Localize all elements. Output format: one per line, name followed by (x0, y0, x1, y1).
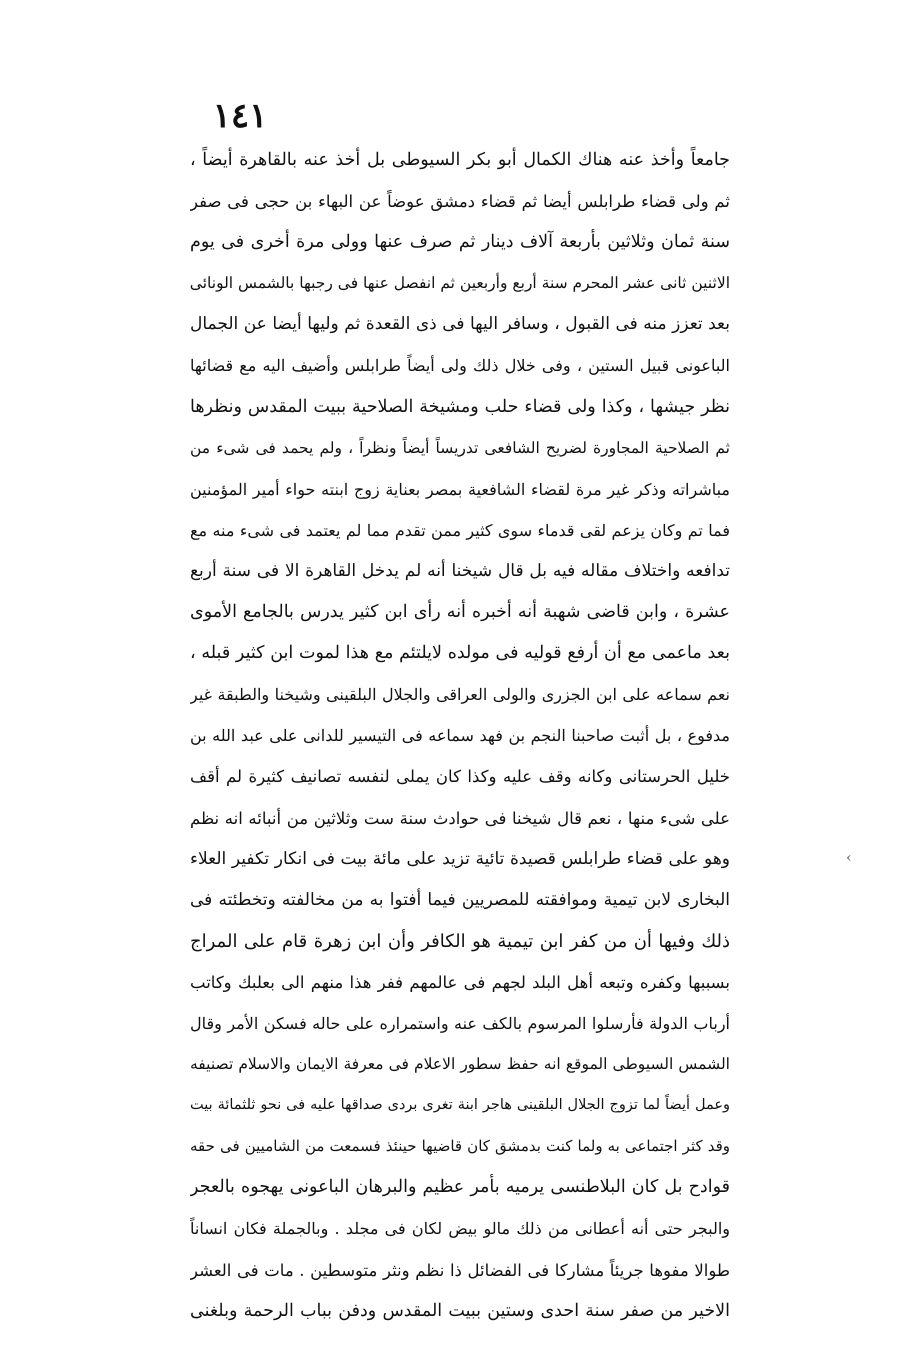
margin-mark: ‹ (846, 850, 852, 866)
text-line: مدفوع ، بل أثبت صاحبنا النجم بن فهد سماعه فى التيسير للدانى على عبد الله بن (190, 726, 730, 746)
text-line: جامعاً وأخذ عنه هناك الكمال أبو بكر السيوطى بل أخذ عنه بالقاهرة أيضاً ، (190, 150, 730, 170)
text-line: وقد كثر اجتماعى به ولما كنت بدمشق كان قاضيها حينئذ فسمعت من الشاميين فى حقه (190, 1137, 730, 1156)
text-line: وعمل أيضاً لما تزوج الجلال البلقينى هاجر ابنة تغرى بردى صداقها عليه فى نحو ثلثمائة بيت (190, 1097, 730, 1114)
text-line: قوادح بل كان البلاطنسى يرميه بأمر عظيم والبرهان الباعونى يهجوه بالعجر (190, 1177, 730, 1198)
text-line: طوالا مفوها جريئاً مشاركا فى الفضائل ذا نظم ونثر متوسطين . مات فى العشر (190, 1260, 730, 1280)
text-line: والبجر حتى أنه أعطانى من ذلك مالو بيض لكان فى مجلد . وبالجملة فكان انساناً (190, 1219, 730, 1239)
text-line: تدافعه واختلاف مقاله فيه بل قال شيخنا أنه لم يدخل القاهرة الا فى سنة أربع (190, 560, 730, 581)
text-line: بعد ماعمى مع أن أرفع قوليه فى مولده لايلتئم مع هذا لموت ابن كثير قبله ، (190, 643, 730, 664)
text-line: ذلك وفيها أن من كفر ابن تيمية هو الكافر وأن ابن زهرة قام على المراج (190, 930, 730, 952)
text-line: الاخير من صفر سنة احدى وستين ببيت المقدس ودفن بباب الرحمة وبلغنى (190, 1300, 730, 1321)
text-line: الشمس السيوطى الموقع انه حفظ سطور الاعلام فى معرفة الايمان والاسلام تصنيفه (190, 1055, 730, 1074)
text-line: ثم الصلاحية المجاورة لضريح الشافعى تدريساً أيضاً ونظراً ، ولم يحمد فى شىء من (190, 438, 730, 457)
text-line: خليل الحرستانى وكانه وقف عليه وكذا كان يملى لنفسه تصانيف كثيرة لم أقف (190, 767, 730, 787)
text-line: أرباب الدولة فأرسلوا المرسوم بالكف عنه واستمراره على حاله فسكن الأمر وقال (190, 1013, 730, 1033)
body-text (190, 140, 730, 1332)
text-line: البخارى لابن تيمية وموافقته للمصريين فيما أفتوا به من مخالفته وتخطئته فى (190, 889, 730, 910)
text-line: على شىء منها ، نعم قال شيخنا فى حوادث سنة ست وثلاثين من أنبائه انه نظم (190, 808, 730, 828)
text-line: بسببها وكفره وتبعه أهل البلد لجهم فى عالمهم ففر هذا منهم الى بعلبك وكاتب (190, 972, 730, 992)
text-line: نظر جيشها ، وكذا ولى قضاء حلب ومشيخة الصلاحية ببيت المقدس ونظرها (190, 396, 730, 417)
text-line: الاثنين ثانى عشر المحرم سنة أربع وأربعين ثم انفصل عنها فى رجبها بالشمس الونائى (190, 274, 730, 293)
text-line: مباشراته وذكر غير مرة لقضاء الشافعية بمصر بعناية زوج ابنته حواء أمير المؤمنين (190, 479, 730, 499)
text-line: فما تم وكان يزعم لقى قدماء سوى كثير ممن تقدم مما لم يعتمد فى شىء منه مع (190, 520, 730, 540)
page-number: ١٤١ (212, 96, 268, 136)
text-line: عشرة ، وابن قاضى شهبة أنه أخبره أنه رأى ابن كثير يدرس بالجامع الأموى (190, 602, 730, 623)
text-line: بعد تعزز منه فى القبول ، وسافر اليها فى ذى القعدة ثم وليها أيضا عن الجمال (190, 314, 730, 335)
text-line: ثم ولى قضاء طرابلس أيضا ثم قضاء دمشق عوضاً عن البهاء بن حجى فى صفر (190, 192, 730, 212)
text-line: الباعونى قبيل الستين ، وفى خلال ذلك ولى أيضاً طرابلس وأضيف اليه مع قضائها (190, 356, 730, 376)
text-line: وهو على قضاء طرابلس قصيدة تائية تزيد على مائة بيت فى انكار تكفير العلاء (190, 848, 730, 869)
text-line: نعم سماعه على ابن الجزرى والولى العراقى والجلال البلقينى وشيخنا والطبقة غير (190, 685, 730, 705)
text-line: سنة ثمان وثلاثين بأربعة آلاف دينار ثم صرف عنها وولى مرة أخرى فى يوم (190, 232, 730, 253)
